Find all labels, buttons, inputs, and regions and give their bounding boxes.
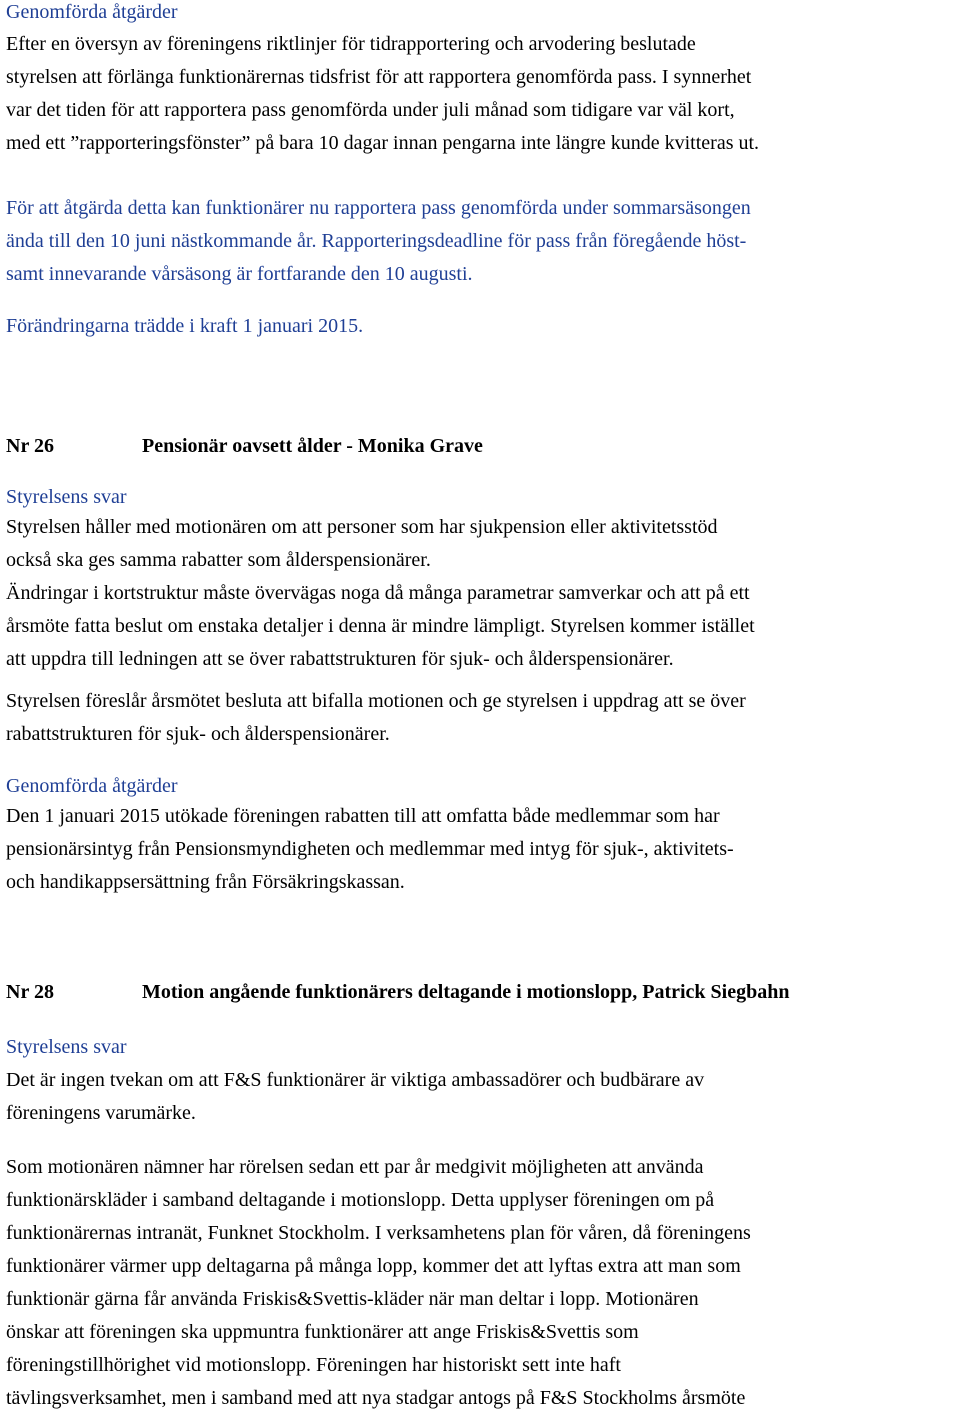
text-line: funktionärernas intranät, Funknet Stockholm. I verksamhetens plan för våren, då föreningens <box>6 1222 751 1244</box>
text-line: Styrelsen håller med motionären om att personer som har sjukpension eller aktivitetsstöd <box>6 516 718 538</box>
answer-heading: Styrelsens svar <box>6 486 127 508</box>
paragraph <box>6 511 956 676</box>
motion-title: Pensionär oavsett ålder - Monika Grave <box>142 435 483 457</box>
text-line: funktionär gärna får använda Friskis&Svettis-kläder när man deltar i lopp. Motionären <box>6 1288 699 1310</box>
text-line: att uppdra till ledningen att se över rabattstrukturen för sjuk- och ålderspensionärer. <box>6 648 674 670</box>
paragraph <box>6 192 956 291</box>
text-line: var det tiden för att rapportera pass genomförda under juli månad som tidigare var väl kort, <box>6 99 735 121</box>
text-line: med ett ”rapporteringsfönster” på bara 10 dagar innan pengarna inte längre kunde kvitteras ut. <box>6 132 760 154</box>
actions-heading: Genomförda åtgärder <box>6 775 178 797</box>
text-line: ända till den 10 juni nästkommande år. Rapporteringsdeadline för pass från föregående höst- <box>6 230 747 252</box>
text-line: önskar att föreningen ska uppmuntra funktionärer att ange Friskis&Svettis som <box>6 1321 639 1343</box>
paragraph <box>6 1064 956 1130</box>
text-line: föreningstillhörighet vid motionslopp. Föreningen har historiskt sett inte haft <box>6 1354 621 1376</box>
text-line: Efter en översyn av föreningens riktlinjer för tidrapportering och arvodering beslutade <box>6 33 696 55</box>
text-line: samt innevarande vårsäsong är fortfarande den 10 augusti. <box>6 263 473 285</box>
paragraph <box>6 800 956 899</box>
text-line: Ändringar i kortstruktur måste övervägas noga då många parametrar samverkar och att på ett <box>6 582 750 604</box>
answer-heading: Styrelsens svar <box>6 1036 127 1058</box>
motion-number: Nr 28 <box>6 981 54 1003</box>
text-line: och handikappsersättning från Försäkringskassan. <box>6 871 405 893</box>
section-heading: Genomförda åtgärder <box>6 1 178 23</box>
paragraph <box>6 685 956 751</box>
paragraph <box>6 1151 956 1415</box>
text-line: föreningens varumärke. <box>6 1102 196 1124</box>
text-line: För att åtgärda detta kan funktionärer nu rapportera pass genomförda under sommarsäsongen <box>6 197 751 219</box>
text-line: pensionärsintyg från Pensionsmyndigheten och medlemmar med intyg för sjuk-, aktivitets- <box>6 838 734 860</box>
paragraph: Förändringarna trädde i kraft 1 januari 2015. <box>6 315 364 337</box>
text-line: rabattstrukturen för sjuk- och ålderspensionärer. <box>6 723 390 745</box>
paragraph <box>6 28 956 160</box>
text-line: årsmöte fatta beslut om enstaka detaljer i denna är mindre lämpligt. Styrelsen kommer istället <box>6 615 755 637</box>
text-line: styrelsen att förlänga funktionärernas tidsfrist för att rapportera genomförda pass. I synnerhet <box>6 66 752 88</box>
text-line: Det är ingen tvekan om att F&S funktionärer är viktiga ambassadörer och budbärare av <box>6 1069 705 1091</box>
motion-number: Nr 26 <box>6 435 54 457</box>
text-line: tävlingsverksamhet, men i samband med att nya stadgar antogs på F&S Stockholms årsmöte <box>6 1387 746 1409</box>
text-line: funktionärer värmer upp deltagarna på många lopp, kommer det att lyftas extra att man som <box>6 1255 741 1277</box>
text-line: Den 1 januari 2015 utökade föreningen rabatten till att omfatta både medlemmar som har <box>6 805 720 827</box>
text-line: Som motionären nämner har rörelsen sedan ett par år medgivit möjligheten att använda <box>6 1156 704 1178</box>
motion-title: Motion angående funktionärers deltagande i motionslopp, Patrick Siegbahn <box>142 981 790 1003</box>
text-line: funktionärskläder i samband deltagande i motionslopp. Detta upplyser föreningen om på <box>6 1189 715 1211</box>
text-line: Styrelsen föreslår årsmötet besluta att bifalla motionen och ge styrelsen i uppdrag att se över <box>6 690 746 712</box>
text-line: också ska ges samma rabatter som ålderspensionärer. <box>6 549 431 571</box>
